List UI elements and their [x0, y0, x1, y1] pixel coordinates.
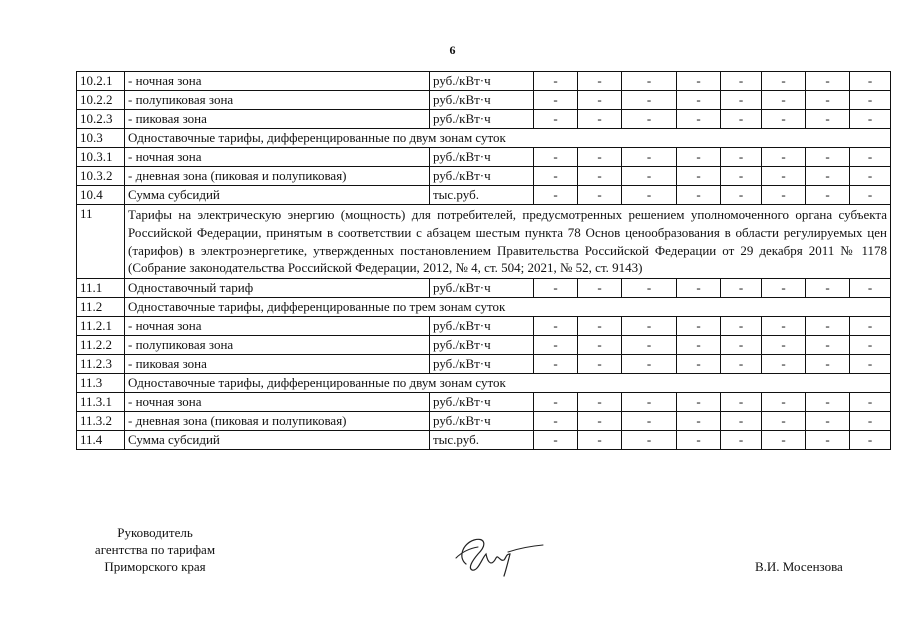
value-cell: -	[850, 186, 891, 205]
value-cell: -	[806, 91, 850, 110]
value-cell: -	[622, 393, 677, 412]
table-row	[77, 72, 891, 91]
value-cell: -	[762, 279, 806, 298]
row-unit: руб./кВт·ч	[430, 167, 534, 186]
value-cell: -	[622, 317, 677, 336]
value-cell: -	[762, 72, 806, 91]
signature-title-line: Руководитель	[117, 525, 193, 540]
value-cell: -	[677, 279, 721, 298]
section-heading: Одноставочные тарифы, дифференцированные по двум зонам суток	[125, 129, 891, 148]
table-row	[77, 167, 891, 186]
row-number: 10.2.1	[77, 72, 125, 91]
value-cell: -	[534, 317, 578, 336]
table-row	[77, 186, 891, 205]
signature-title	[85, 524, 225, 575]
row-unit: руб./кВт·ч	[430, 91, 534, 110]
row-unit: руб./кВт·ч	[430, 355, 534, 374]
value-cell: -	[578, 91, 622, 110]
value-cell: -	[850, 91, 891, 110]
value-cell: -	[721, 186, 762, 205]
value-cell: -	[677, 110, 721, 129]
section-heading: Одноставочные тарифы, дифференцированные по двум зонам суток	[125, 374, 891, 393]
value-cell: -	[721, 317, 762, 336]
signatory-name: В.И. Мосензова	[755, 559, 843, 574]
value-cell: -	[578, 167, 622, 186]
value-cell: -	[677, 431, 721, 450]
value-cell: -	[677, 355, 721, 374]
value-cell: -	[622, 336, 677, 355]
table-row	[77, 336, 891, 355]
value-cell: -	[622, 72, 677, 91]
row-name: Одноставочный тариф	[125, 279, 430, 298]
value-cell: -	[677, 393, 721, 412]
value-cell: -	[721, 393, 762, 412]
row-name: - дневная зона (пиковая и полупиковая)	[125, 167, 430, 186]
value-cell: -	[806, 72, 850, 91]
value-cell: -	[762, 393, 806, 412]
value-cell: -	[806, 279, 850, 298]
value-cell: -	[578, 148, 622, 167]
table-row	[77, 393, 891, 412]
row-number: 11.3.1	[77, 393, 125, 412]
row-unit: руб./кВт·ч	[430, 317, 534, 336]
table-row	[77, 298, 891, 317]
row-number: 11.1	[77, 279, 125, 298]
row-unit: руб./кВт·ч	[430, 393, 534, 412]
value-cell: -	[534, 91, 578, 110]
row-unit: руб./кВт·ч	[430, 336, 534, 355]
row-number: 11.3.2	[77, 412, 125, 431]
value-cell: -	[622, 431, 677, 450]
row-number: 11.4	[77, 431, 125, 450]
value-cell: -	[850, 110, 891, 129]
row-number: 10.3.2	[77, 167, 125, 186]
value-cell: -	[677, 148, 721, 167]
value-cell: -	[806, 412, 850, 431]
value-cell: -	[578, 393, 622, 412]
section-heading: Тарифы на электрическую энергию (мощность) для потребителей, предусмотренных решением уполномоченного органа субъекта Российской Федерации, принятым в соответствии с абзацем шестым пункта 78 Основ ценообразования в области регулируемых цен (тарифов) в электроэнергетике, утвержденных постановлением Правительства Российской Федерации от 29 декабря 2011 № 1178 (Собрание законодательства Российской Федерации, 2012, № 4, ст. 504; 2021, № 52, ст. 9143)	[125, 205, 891, 279]
table-row	[77, 148, 891, 167]
value-cell: -	[622, 110, 677, 129]
value-cell: -	[806, 148, 850, 167]
row-number: 11.2.1	[77, 317, 125, 336]
page-number: 6	[449, 43, 456, 57]
row-number: 10.3	[77, 129, 125, 148]
value-cell: -	[850, 148, 891, 167]
row-unit: руб./кВт·ч	[430, 279, 534, 298]
value-cell: -	[721, 355, 762, 374]
row-number: 11.3	[77, 374, 125, 393]
value-cell: -	[721, 110, 762, 129]
row-unit: руб./кВт·ч	[430, 110, 534, 129]
value-cell: -	[578, 355, 622, 374]
value-cell: -	[534, 110, 578, 129]
row-name: - ночная зона	[125, 72, 430, 91]
value-cell: -	[850, 412, 891, 431]
value-cell: -	[622, 355, 677, 374]
row-name: - полупиковая зона	[125, 336, 430, 355]
value-cell: -	[677, 167, 721, 186]
value-cell: -	[578, 72, 622, 91]
value-cell: -	[721, 412, 762, 431]
value-cell: -	[762, 431, 806, 450]
value-cell: -	[534, 336, 578, 355]
handwritten-signature	[448, 528, 544, 578]
row-number: 10.4	[77, 186, 125, 205]
value-cell: -	[850, 167, 891, 186]
value-cell: -	[622, 279, 677, 298]
row-name: - ночная зона	[125, 148, 430, 167]
value-cell: -	[806, 355, 850, 374]
value-cell: -	[578, 412, 622, 431]
value-cell: -	[762, 186, 806, 205]
value-cell: -	[721, 431, 762, 450]
value-cell: -	[721, 91, 762, 110]
row-name: Сумма субсидий	[125, 431, 430, 450]
value-cell: -	[762, 167, 806, 186]
value-cell: -	[762, 148, 806, 167]
table-row	[77, 431, 891, 450]
row-name: Сумма субсидий	[125, 186, 430, 205]
table-row	[77, 279, 891, 298]
row-number: 10.2.2	[77, 91, 125, 110]
value-cell: -	[622, 148, 677, 167]
row-unit: руб./кВт·ч	[430, 72, 534, 91]
value-cell: -	[806, 110, 850, 129]
row-name: - пиковая зона	[125, 355, 430, 374]
tariff-table	[76, 71, 891, 450]
row-name: - ночная зона	[125, 393, 430, 412]
row-unit: тыс.руб.	[430, 186, 534, 205]
value-cell: -	[721, 336, 762, 355]
table-row	[77, 129, 891, 148]
value-cell: -	[622, 412, 677, 431]
value-cell: -	[622, 91, 677, 110]
value-cell: -	[850, 355, 891, 374]
row-number: 11.2.3	[77, 355, 125, 374]
value-cell: -	[721, 148, 762, 167]
table-row	[77, 374, 891, 393]
value-cell: -	[534, 355, 578, 374]
value-cell: -	[850, 393, 891, 412]
value-cell: -	[806, 317, 850, 336]
row-number: 11.2	[77, 298, 125, 317]
row-unit: руб./кВт·ч	[430, 412, 534, 431]
value-cell: -	[721, 167, 762, 186]
value-cell: -	[677, 336, 721, 355]
value-cell: -	[534, 279, 578, 298]
value-cell: -	[762, 336, 806, 355]
row-name: - ночная зона	[125, 317, 430, 336]
value-cell: -	[721, 279, 762, 298]
value-cell: -	[677, 91, 721, 110]
value-cell: -	[850, 431, 891, 450]
value-cell: -	[806, 186, 850, 205]
section-heading: Одноставочные тарифы, дифференцированные по трем зонам суток	[125, 298, 891, 317]
value-cell: -	[622, 186, 677, 205]
row-number: 10.2.3	[77, 110, 125, 129]
signature-title-line: агентства по тарифам	[94, 542, 216, 557]
row-name: - дневная зона (пиковая и полупиковая)	[125, 412, 430, 431]
value-cell: -	[677, 412, 721, 431]
value-cell: -	[578, 186, 622, 205]
value-cell: -	[622, 167, 677, 186]
table-row	[77, 91, 891, 110]
row-name: - полупиковая зона	[125, 91, 430, 110]
value-cell: -	[534, 148, 578, 167]
value-cell: -	[677, 317, 721, 336]
table-row	[77, 110, 891, 129]
table-row	[77, 412, 891, 431]
row-unit: руб./кВт·ч	[430, 148, 534, 167]
value-cell: -	[762, 355, 806, 374]
row-number: 11	[77, 205, 125, 279]
value-cell: -	[806, 336, 850, 355]
value-cell: -	[850, 317, 891, 336]
table-row	[77, 355, 891, 374]
value-cell: -	[850, 72, 891, 91]
value-cell: -	[806, 167, 850, 186]
value-cell: -	[578, 279, 622, 298]
value-cell: -	[534, 167, 578, 186]
table-row	[77, 317, 891, 336]
value-cell: -	[850, 336, 891, 355]
value-cell: -	[721, 72, 762, 91]
row-number: 10.3.1	[77, 148, 125, 167]
table-body	[77, 72, 891, 450]
row-name: - пиковая зона	[125, 110, 430, 129]
value-cell: -	[762, 412, 806, 431]
value-cell: -	[534, 72, 578, 91]
signature-title-line: Приморского края	[104, 559, 206, 574]
value-cell: -	[762, 91, 806, 110]
value-cell: -	[762, 317, 806, 336]
value-cell: -	[762, 110, 806, 129]
value-cell: -	[578, 431, 622, 450]
value-cell: -	[806, 431, 850, 450]
value-cell: -	[578, 336, 622, 355]
table-row	[77, 205, 891, 279]
value-cell: -	[677, 186, 721, 205]
row-unit: тыс.руб.	[430, 431, 534, 450]
value-cell: -	[578, 110, 622, 129]
value-cell: -	[850, 279, 891, 298]
row-number: 11.2.2	[77, 336, 125, 355]
value-cell: -	[578, 317, 622, 336]
value-cell: -	[534, 186, 578, 205]
value-cell: -	[806, 393, 850, 412]
value-cell: -	[534, 412, 578, 431]
value-cell: -	[677, 72, 721, 91]
value-cell: -	[534, 431, 578, 450]
value-cell: -	[534, 393, 578, 412]
